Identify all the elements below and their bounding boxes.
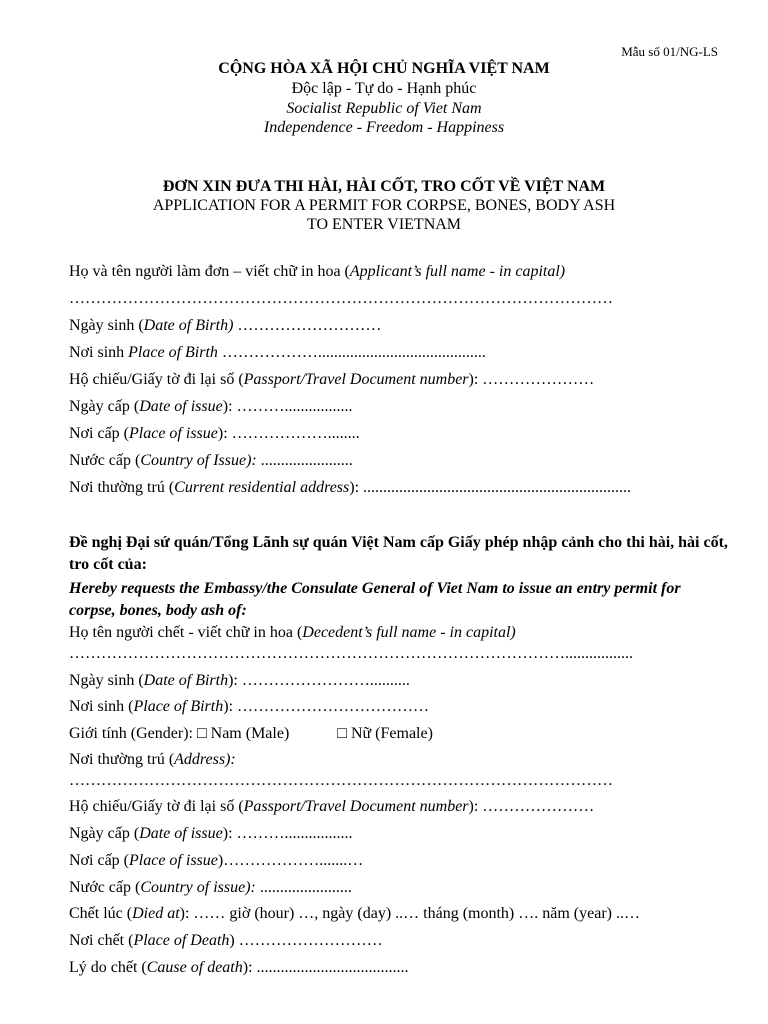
applicant-issue-date-label-vi: Ngày cấp (	[69, 398, 140, 415]
decedent-issue-date-label-vi: Ngày cấp (	[69, 825, 140, 842]
applicant-dob-label-en: Date of Birth)	[143, 317, 234, 334]
applicant-issue-date-blank[interactable]: ): ……….................	[222, 398, 353, 415]
applicant-pob-blank[interactable]: ………………..........................................	[217, 344, 486, 361]
applicant-residence-field[interactable]	[69, 479, 631, 497]
decedent-died-at-label-en: Died at	[132, 905, 180, 922]
decedent-cause-label-vi: Lý do chết (	[69, 959, 147, 976]
applicant-name-field[interactable]: …………………………………………………………………………………………	[69, 290, 613, 307]
title-en-line2: TO ENTER VIETNAM	[306, 216, 462, 233]
decedent-issue-country-field[interactable]	[69, 879, 352, 897]
motto-en: Independence - Freedom - Happiness	[263, 119, 505, 136]
decedent-place-of-death-field[interactable]	[69, 932, 383, 950]
decedent-issue-place-field[interactable]	[69, 852, 363, 870]
applicant-issue-country-field[interactable]	[69, 452, 353, 470]
request-text-vi: Đề nghị Đại sứ quán/Tổng Lãnh sự quán Việt Nam cấp Giấy phép nhập cảnh cho thi hài, hài cốt, tro cốt của:	[69, 534, 728, 573]
applicant-pob-label-vi: Nơi sinh	[69, 344, 129, 361]
decedent-place-of-death-label-vi: Nơi chết (	[69, 932, 134, 949]
decedent-issue-country-label-vi: Nước cấp (	[69, 879, 141, 896]
decedent-pob-field[interactable]	[69, 698, 429, 716]
applicant-passport-blank[interactable]: ): …………………	[468, 371, 595, 388]
applicant-name-label	[69, 263, 565, 281]
title-en-line1: APPLICATION FOR A PERMIT FOR CORPSE, BONES, BODY ASH	[152, 197, 616, 214]
applicant-issue-date-label-en: Date of issue	[139, 398, 223, 415]
decedent-issue-place-label-en: Place of issue	[129, 852, 218, 869]
decedent-pob-label-vi: Nơi sinh (	[69, 698, 134, 715]
applicant-issue-country-label-vi: Nước cấp (	[69, 452, 141, 469]
applicant-dob-field[interactable]	[69, 317, 381, 335]
decedent-died-at-blank[interactable]: ): …… giờ (hour) …, ngày (day) ..… tháng (month) …. năm (year) ..…	[179, 905, 640, 922]
country-name-vi: CỘNG HÒA XÃ HỘI CHỦ NGHĨA VIỆT NAM	[218, 60, 550, 77]
applicant-issue-country-label-en: Country of Issue):	[140, 452, 257, 469]
decedent-pob-blank[interactable]: ): ………………………………	[223, 698, 430, 715]
applicant-issue-date-field[interactable]	[69, 398, 353, 416]
applicant-dob-blank[interactable]: ………………………	[233, 317, 382, 334]
applicant-dob-label-vi: Ngày sinh (	[69, 317, 144, 334]
applicant-issue-place-label-en: Place of issue	[129, 425, 218, 442]
decedent-gender-label: Giới tính (Gender):	[69, 725, 197, 742]
applicant-name-label-en: Applicant’s full name - in capital)	[349, 263, 566, 280]
gender-male-checkbox[interactable]: □ Nam (Male)	[196, 725, 290, 742]
decedent-issue-date-field[interactable]	[69, 825, 353, 843]
applicant-passport-label-vi: Hộ chiếu/Giấy tờ đi lại số (	[69, 371, 244, 388]
decedent-dob-blank[interactable]: ): ……………………..........	[228, 672, 410, 689]
decedent-address-label-vi: Nơi thường trú (	[69, 751, 175, 768]
applicant-pob-label-en: Place of Birth	[128, 344, 218, 361]
applicant-residence-label-vi: Nơi thường trú (	[69, 479, 175, 496]
decedent-address-label-en: Address):	[174, 751, 236, 768]
decedent-issue-place-blank[interactable]: )……………….......…	[217, 852, 364, 869]
decedent-cause-label-en: Cause of death	[146, 959, 243, 976]
applicant-residence-label-en: Current residential address	[174, 479, 350, 496]
decedent-issue-date-label-en: Date of issue	[139, 825, 223, 842]
decedent-issue-country-blank[interactable]: .......................	[255, 879, 352, 896]
decedent-place-of-death-label-en: Place of Death	[133, 932, 230, 949]
decedent-passport-blank[interactable]: ): …………………	[468, 798, 595, 815]
country-name-en: Socialist Republic of Viet Nam	[286, 100, 482, 117]
decedent-gender-row	[69, 725, 433, 743]
decedent-address-field[interactable]: …………………………………………………………………………………………	[69, 772, 613, 789]
applicant-residence-blank[interactable]: ): ...................................................................	[349, 479, 632, 496]
title-vi: ĐƠN XIN ĐƯA THI HÀI, HÀI CỐT, TRO CỐT VỀ VIỆT NAM	[162, 178, 606, 195]
form-number: Mẫu số 01/NG-LS	[621, 44, 718, 59]
decedent-issue-place-label-vi: Nơi cấp (	[69, 852, 129, 869]
decedent-dob-field[interactable]	[69, 672, 410, 690]
applicant-pob-field[interactable]	[69, 344, 486, 362]
applicant-passport-label-en: Passport/Travel Document number	[243, 371, 469, 388]
decedent-passport-label-en: Passport/Travel Document number	[243, 798, 469, 815]
decedent-passport-label-vi: Hộ chiếu/Giấy tờ đi lại số (	[69, 798, 244, 815]
applicant-issue-country-blank[interactable]: .......................	[256, 452, 353, 469]
decedent-issue-date-blank[interactable]: ): ……….................	[222, 825, 353, 842]
gender-female-checkbox[interactable]: □ Nữ (Female)	[337, 725, 433, 742]
decedent-name-label	[69, 624, 516, 642]
decedent-address-label	[69, 751, 236, 769]
decedent-died-at-label-vi: Chết lúc (	[69, 905, 133, 922]
applicant-name-label-vi: Họ và tên người làm đơn – viết chữ in hoa (	[69, 263, 350, 280]
decedent-place-of-death-blank[interactable]: ) ………………………	[229, 932, 383, 949]
decedent-dob-label-en: Date of Birth	[143, 672, 229, 689]
decedent-passport-field[interactable]	[69, 798, 594, 816]
applicant-issue-place-field[interactable]	[69, 425, 360, 443]
applicant-issue-place-label-vi: Nơi cấp (	[69, 425, 129, 442]
request-text-en: Hereby requests the Embassy/the Consulate General of Viet Nam to issue an entry permit for corpse, bones, body ash of:	[69, 580, 681, 619]
decedent-cause-field[interactable]	[69, 959, 409, 977]
decedent-name-label-en: Decedent’s full name - in capital)	[302, 624, 516, 641]
motto-vi: Độc lập - Tự do - Hạnh phúc	[291, 80, 477, 97]
decedent-name-label-vi: Họ tên người chết - viết chữ in hoa (	[69, 624, 303, 641]
decedent-issue-country-label-en: Country of issue):	[140, 879, 256, 896]
decedent-cause-blank[interactable]: ): ......................................	[242, 959, 409, 976]
applicant-issue-place-blank[interactable]: ): ………………........	[217, 425, 360, 442]
decedent-pob-label-en: Place of Birth	[133, 698, 224, 715]
decedent-dob-label-vi: Ngày sinh (	[69, 672, 144, 689]
decedent-name-field[interactable]: ………………………………………………………………………………….................	[69, 645, 633, 662]
applicant-passport-field[interactable]	[69, 371, 594, 389]
decedent-died-at-field[interactable]	[69, 905, 640, 923]
